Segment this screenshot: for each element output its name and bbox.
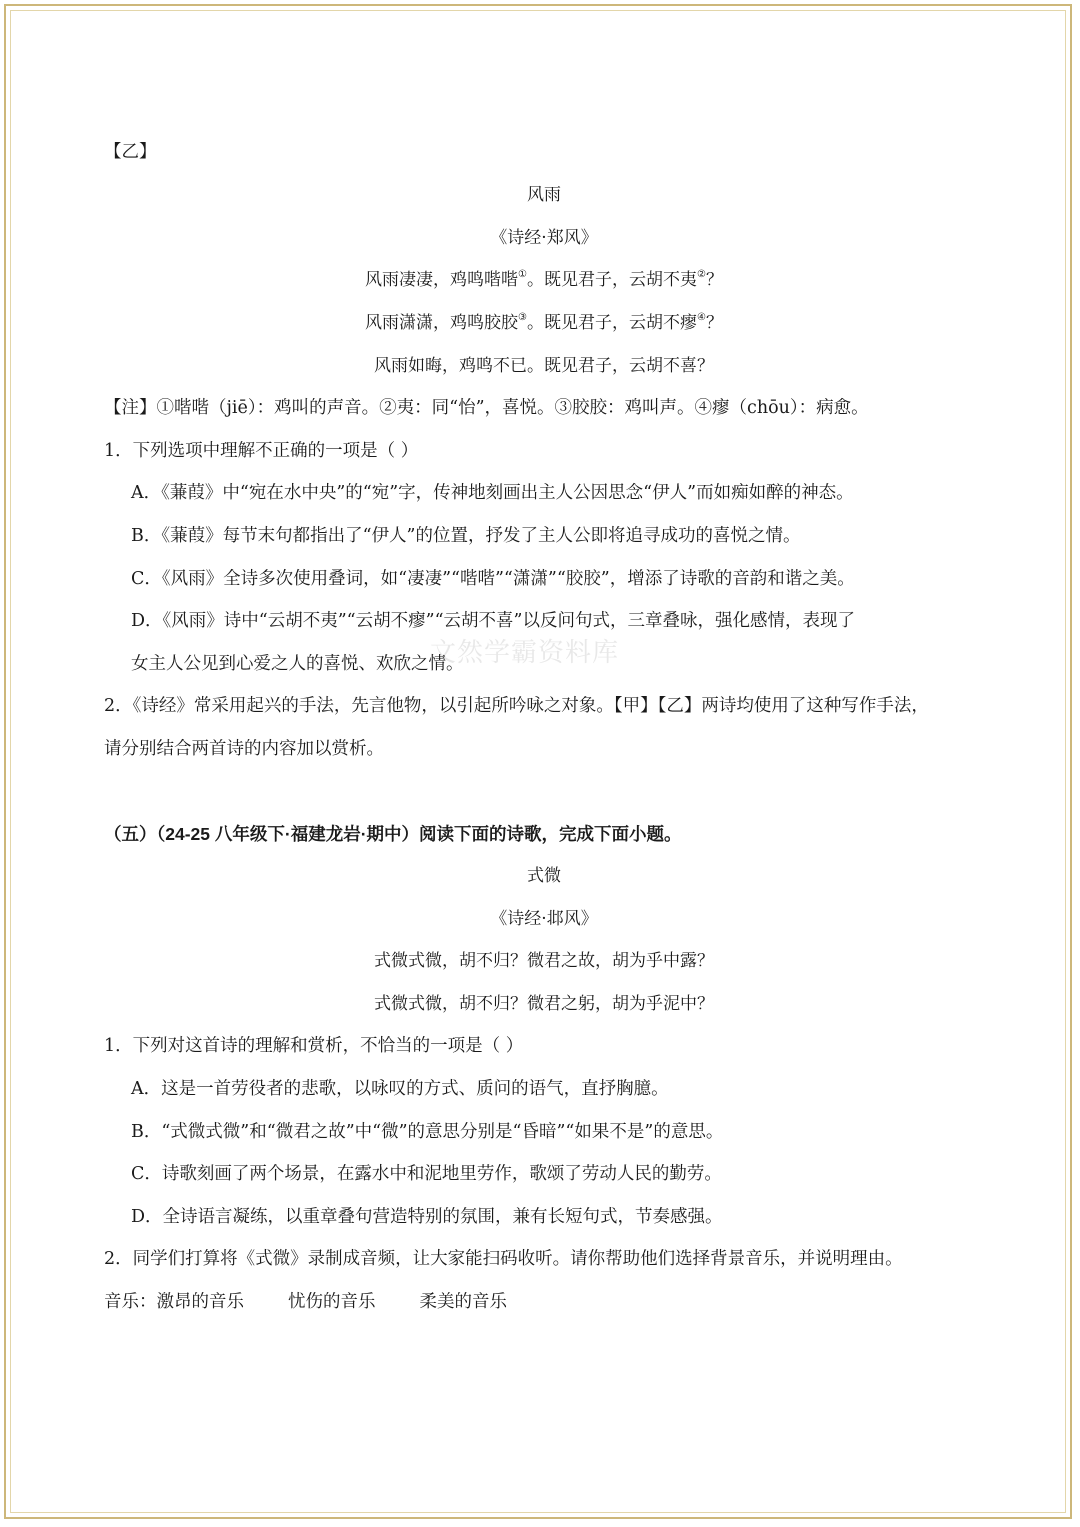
music-choices xyxy=(104,1290,507,1314)
question-2-cont: 请分别结合两首诗的内容加以赏析。 xyxy=(104,739,384,759)
note-marker-1: ① xyxy=(518,269,527,280)
poem-line-1-part-b: 。既见君子，云胡不夷 xyxy=(527,270,697,290)
section-wu-heading: （五）（24-25 八年级下·福建龙岩·期中）阅读下面的诗歌，完成下面小题。 xyxy=(104,824,682,844)
poem-line-2 xyxy=(104,311,984,335)
shiwei-line-1: 式微式微，胡不归？微君之故，胡为乎中露？ xyxy=(374,951,714,971)
poem-line-2-part-b: 。既见君子，云胡不瘳 xyxy=(527,313,697,333)
note-marker-2: ② xyxy=(697,269,706,280)
wu-question-1-option-a: A．这是一首劳役者的悲歌，以咏叹的方式、质问的语气，直抒胸臆。 xyxy=(131,1079,669,1099)
note-marker-4: ④ xyxy=(697,312,706,323)
wu-question-1-option-c: C．诗歌刻画了两个场景，在露水中和泥地里劳作，歌颂了劳动人民的勤劳。 xyxy=(131,1164,722,1184)
wu-question-1-option-d: D．全诗语言凝练，以重章叠句营造特别的氛围，兼有长短句式，节奏感强。 xyxy=(131,1207,723,1227)
question-2: 2．《诗经》常采用起兴的手法，先言他物，以引起所吟咏之对象。【甲】【乙】两诗均使用了这种写作手法， xyxy=(104,696,929,716)
poem-source-shiwei: 《诗经·邶风》 xyxy=(490,909,598,929)
question-1-option-a: A．《蒹葭》中“宛在水中央”的“宛”字，传神地刻画出主人公因思念“伊人”而如痴如醉的神态。 xyxy=(131,483,854,503)
music-option-gentle: 柔美的音乐 xyxy=(419,1292,507,1312)
shiwei-line-2: 式微式微，胡不归？微君之躬，胡为乎泥中？ xyxy=(374,994,714,1014)
music-option-sad: 忧伤的音乐 xyxy=(288,1292,376,1312)
poem-line-1 xyxy=(104,268,984,292)
wu-question-2: 2．同学们打算将《式微》录制成音频，让大家能扫码收听。请你帮助他们选择背景音乐，并说明理由。 xyxy=(104,1249,903,1269)
poem-line-3: 风雨如晦，鸡鸣不已。既见君子，云胡不喜？ xyxy=(374,356,714,376)
question-1: 1．下列选项中理解不正确的一项是（ ） xyxy=(104,441,419,461)
poem-title-shiwei: 式微 xyxy=(527,866,561,886)
poem-line-1-part-c: ？ xyxy=(705,270,723,290)
poem-line-2-part-c: ？ xyxy=(705,313,723,333)
question-1-option-b: B．《蒹葭》每节末句都指出了“伊人”的位置，抒发了主人公即将追寻成功的喜悦之情。 xyxy=(131,526,801,546)
wu-question-1-option-b: B．“式微式微”和“微君之故”中“微”的意思分别是“昏暗”“如果不是”的意思。 xyxy=(131,1122,724,1142)
question-1-option-d: D．《风雨》诗中“云胡不夷”“云胡不瘳”“云胡不喜”以反问句式，三章叠咏，强化感情，表现了 xyxy=(131,611,855,631)
question-1-option-c: C．《风雨》全诗多次使用叠词，如“凄凄”“喈喈”“潇潇”“胶胶”，增添了诗歌的音韵和谐之美。 xyxy=(131,569,855,589)
poem-line-2-part-a: 风雨潇潇，鸡鸣胶胶 xyxy=(365,313,519,333)
watermark: 文然学霸资料库 xyxy=(430,638,620,668)
question-1-option-d-cont: 女主人公见到心爱之人的喜悦、欢欣之情。 xyxy=(131,654,464,674)
music-label: 音乐： xyxy=(104,1292,157,1312)
annotation-note: 【注】①喈喈（jiē）：鸡叫的声音。②夷：同“怡”，喜悦。③胶胶：鸡叫声。④瘳（chōu）：病愈。 xyxy=(104,398,869,418)
poem-source-fengyu: 《诗经·郑风》 xyxy=(490,228,598,248)
music-option-passionate: 激昂的音乐 xyxy=(156,1292,244,1312)
note-marker-3: ③ xyxy=(518,312,527,323)
section-yi-label: 【乙】 xyxy=(104,142,157,162)
wu-question-1: 1．下列对这首诗的理解和赏析，不恰当的一项是（ ） xyxy=(104,1036,524,1056)
poem-line-1-part-a: 风雨凄凄，鸡鸣喈喈 xyxy=(365,270,519,290)
poem-title-fengyu: 风雨 xyxy=(527,185,561,205)
